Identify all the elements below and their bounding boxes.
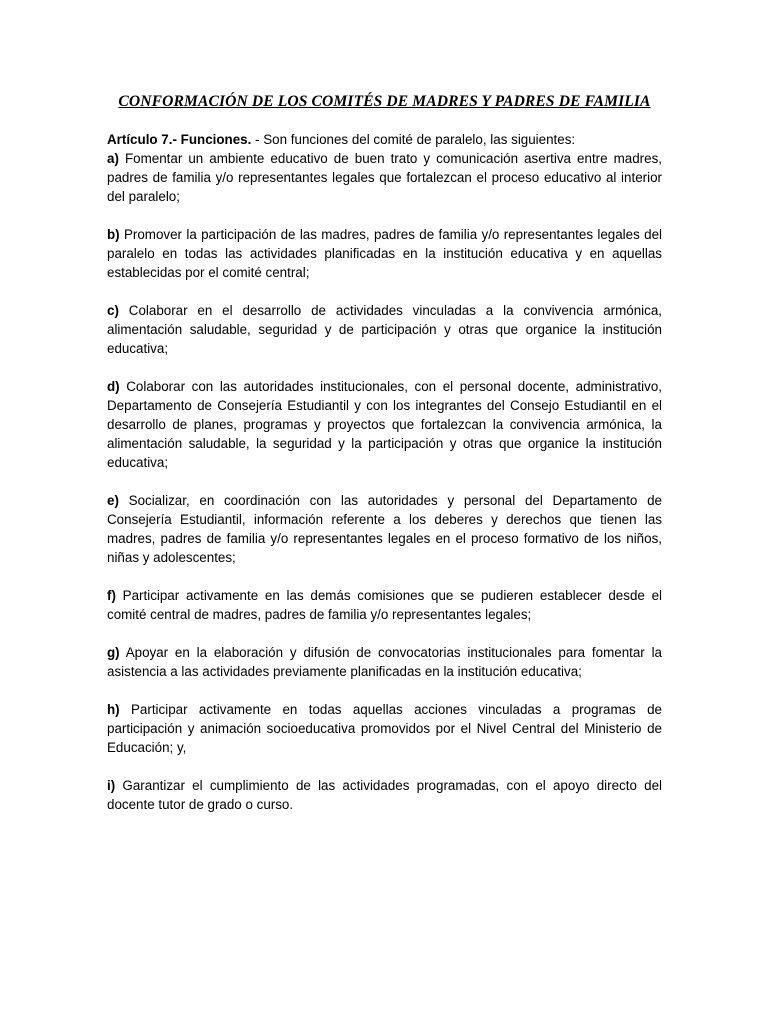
document-title: CONFORMACIÓN DE LOS COMITÉS DE MADRES Y PADRES DE FAMILIA — [118, 93, 651, 110]
item-letter: a) — [107, 151, 119, 166]
item-letter: f) — [107, 588, 116, 603]
item-letter: i) — [107, 778, 116, 793]
article-intro-text: - Son funciones del comité de paralelo, las siguientes: — [251, 132, 576, 147]
item-text: Colaborar en el desarrollo de actividades vinculadas a la convivencia armónica, alimentación saludable, seguridad y de participación y otras que organice la institución educativa; — [107, 303, 662, 356]
item-letter: h) — [107, 702, 120, 717]
item-letter: g) — [107, 645, 120, 660]
item-text: Socializar, en coordinación con las autoridades y personal del Departamento de Consejería Estudiantil, información referente a los deberes y derechos que tienen las madres, padres de familia y/o representantes legales en el proceso formativo de los niños, niñas y adolescentes; — [107, 493, 662, 565]
article-heading: Artículo 7.- Funciones. — [107, 132, 252, 147]
list-item-f — [107, 586, 662, 624]
item-text: Colaborar con las autoridades institucionales, con el personal docente, administrativo, Departamento de Consejería Estudiantil y con los integrantes del Consejo Estudiantil en el desarrollo de planes, programas y proyectos que fortalezcan la convivencia armónica, la alimentación saludable, la seguridad y la participación y otras que organice la institución educativa; — [107, 379, 662, 470]
item-text: Promover la participación de las madres, padres de familia y/o representantes legales del paralelo en todas las actividades planificadas en la institución educativa y en aquellas establecidas por el comité central; — [107, 227, 662, 280]
item-letter: e) — [107, 493, 119, 508]
list-item-d — [107, 377, 662, 472]
list-item-h — [107, 700, 662, 757]
item-letter: d) — [107, 379, 120, 394]
item-letter: c) — [107, 303, 119, 318]
list-item-a — [107, 149, 662, 206]
item-text: Fomentar un ambiente educativo de buen trato y comunicación asertiva entre madres, padres de familia y/o representantes legales que fortalezcan el proceso educativo al interior del paralelo; — [107, 151, 662, 204]
item-text: Participar activamente en todas aquellas acciones vinculadas a programas de participación y animación socioeducativa promovidos por el Nivel Central del Ministerio de Educación; y, — [107, 702, 662, 755]
article-intro — [107, 130, 662, 149]
document-page — [107, 93, 662, 833]
list-item-b — [107, 225, 662, 282]
item-text: Garantizar el cumplimiento de las actividades programadas, con el apoyo directo del docente tutor de grado o curso. — [107, 778, 662, 812]
item-text: Apoyar en la elaboración y difusión de convocatorias institucionales para fomentar la asistencia a las actividades previamente planificadas en la institución educativa; — [107, 645, 662, 679]
list-item-i — [107, 776, 662, 814]
item-text: Participar activamente en las demás comisiones que se pudieren establecer desde el comité central de madres, padres de familia y/o representantes legales; — [107, 588, 662, 622]
item-letter: b) — [107, 227, 120, 242]
list-item-e — [107, 491, 662, 567]
list-item-c — [107, 301, 662, 358]
list-item-g — [107, 643, 662, 681]
